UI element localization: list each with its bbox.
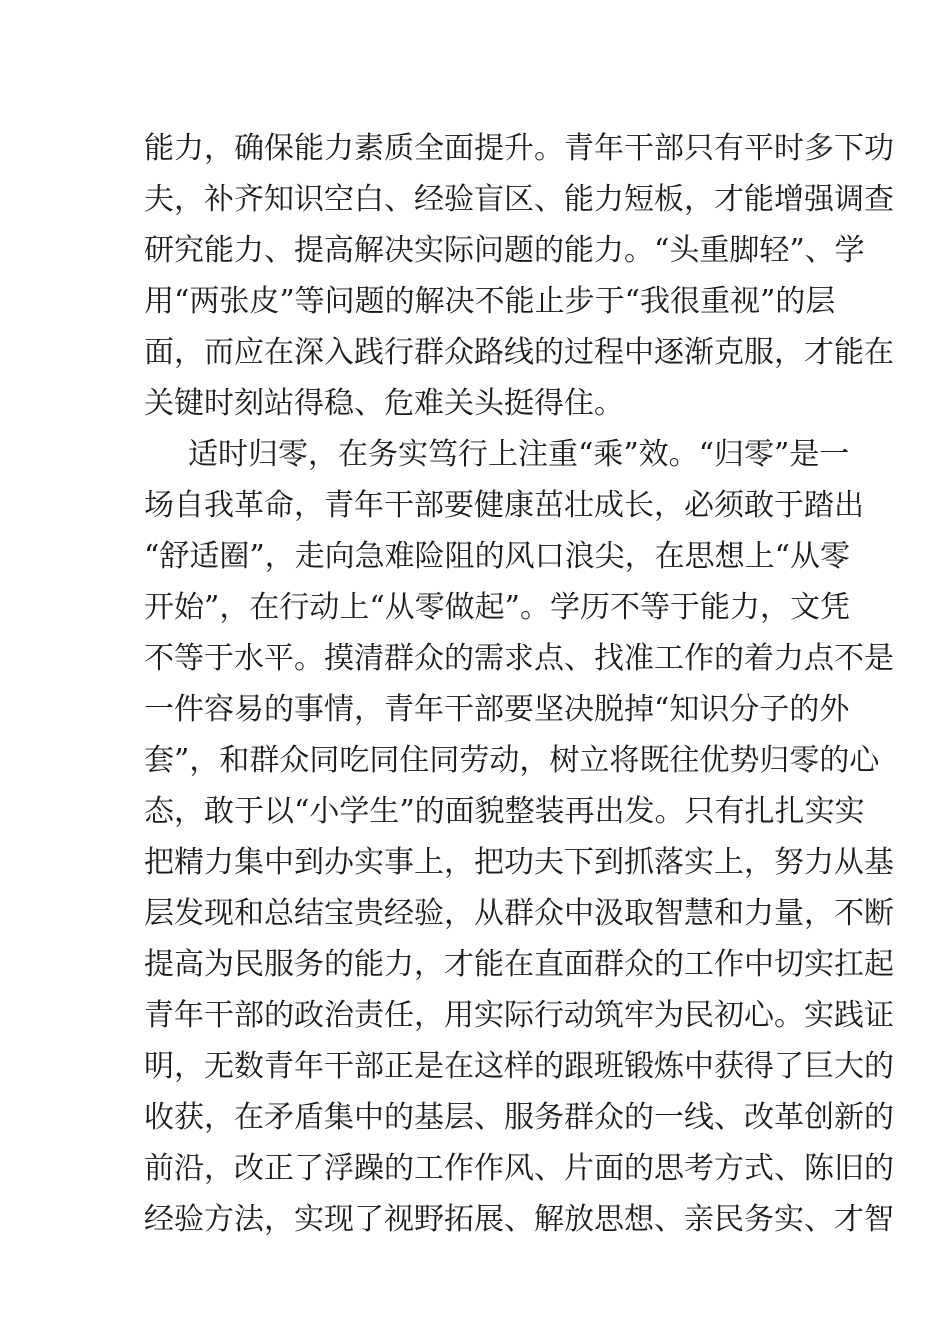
text-line: 收获，在矛盾集中的基层、服务群众的一线、改革创新的: [144, 1100, 894, 1135]
text-line: 青年干部的政治责任，用实际行动筑牢为民初心。实践证: [144, 998, 894, 1033]
text-line: 提高为民服务的能力，才能在直面群众的工作中切实扛起: [144, 947, 894, 982]
text-line: 把精力集中到办实事上，把功夫下到抓落实上，努力从基: [144, 845, 894, 880]
text-line: 关键时刻站得稳、危难关头挺得住。: [144, 386, 624, 421]
text-line: 不等于水平。摸清群众的需求点、找准工作的着力点不是: [144, 641, 894, 676]
text-line: 经验方法，实现了视野拓展、解放思想、亲民务实、才智: [144, 1202, 894, 1237]
text-line: “舒适圈”，走向急难险阻的风口浪尖，在思想上“从零: [144, 539, 851, 574]
text-line: 开始”，在行动上“从零做起”。学历不等于能力，文凭: [144, 590, 851, 625]
text-line: 一件容易的事情，青年干部要坚决脱掉“知识分子的外: [144, 692, 850, 727]
text-line: 夫，补齐知识空白、经验盲区、能力短板，才能增强调查: [144, 182, 894, 217]
text-line: 明，无数青年干部正是在这样的跟班锻炼中获得了巨大的: [144, 1049, 894, 1084]
text-line: 适时归零，在务实笃行上注重“乘”效。“归零”是一: [188, 437, 850, 472]
text-line: 用“两张皮”等问题的解决不能止步于“我很重视”的层: [144, 284, 836, 319]
document-body: [144, 123, 894, 1245]
text-line: 场自我革命，青年干部要健康茁壮成长，必须敢于踏出: [144, 488, 864, 523]
text-line: 态，敢于以“小学生”的面貌整装再出发。只有扎扎实实: [144, 794, 865, 829]
text-line: 套”，和群众同吃同住同劳动，树立将既往优势归零的心: [144, 743, 880, 778]
text-line: 面，而应在深入践行群众路线的过程中逐渐克服，才能在: [144, 335, 894, 370]
text-line: 能力，确保能力素质全面提升。青年干部只有平时多下功: [144, 131, 894, 166]
text-line: 前沿，改正了浮躁的工作作风、片面的思考方式、陈旧的: [144, 1151, 894, 1186]
text-line: 层发现和总结宝贵经验，从群众中汲取智慧和力量，不断: [144, 896, 894, 931]
text-line: 研究能力、提高解决实际问题的能力。“头重脚轻”、学: [144, 233, 865, 268]
